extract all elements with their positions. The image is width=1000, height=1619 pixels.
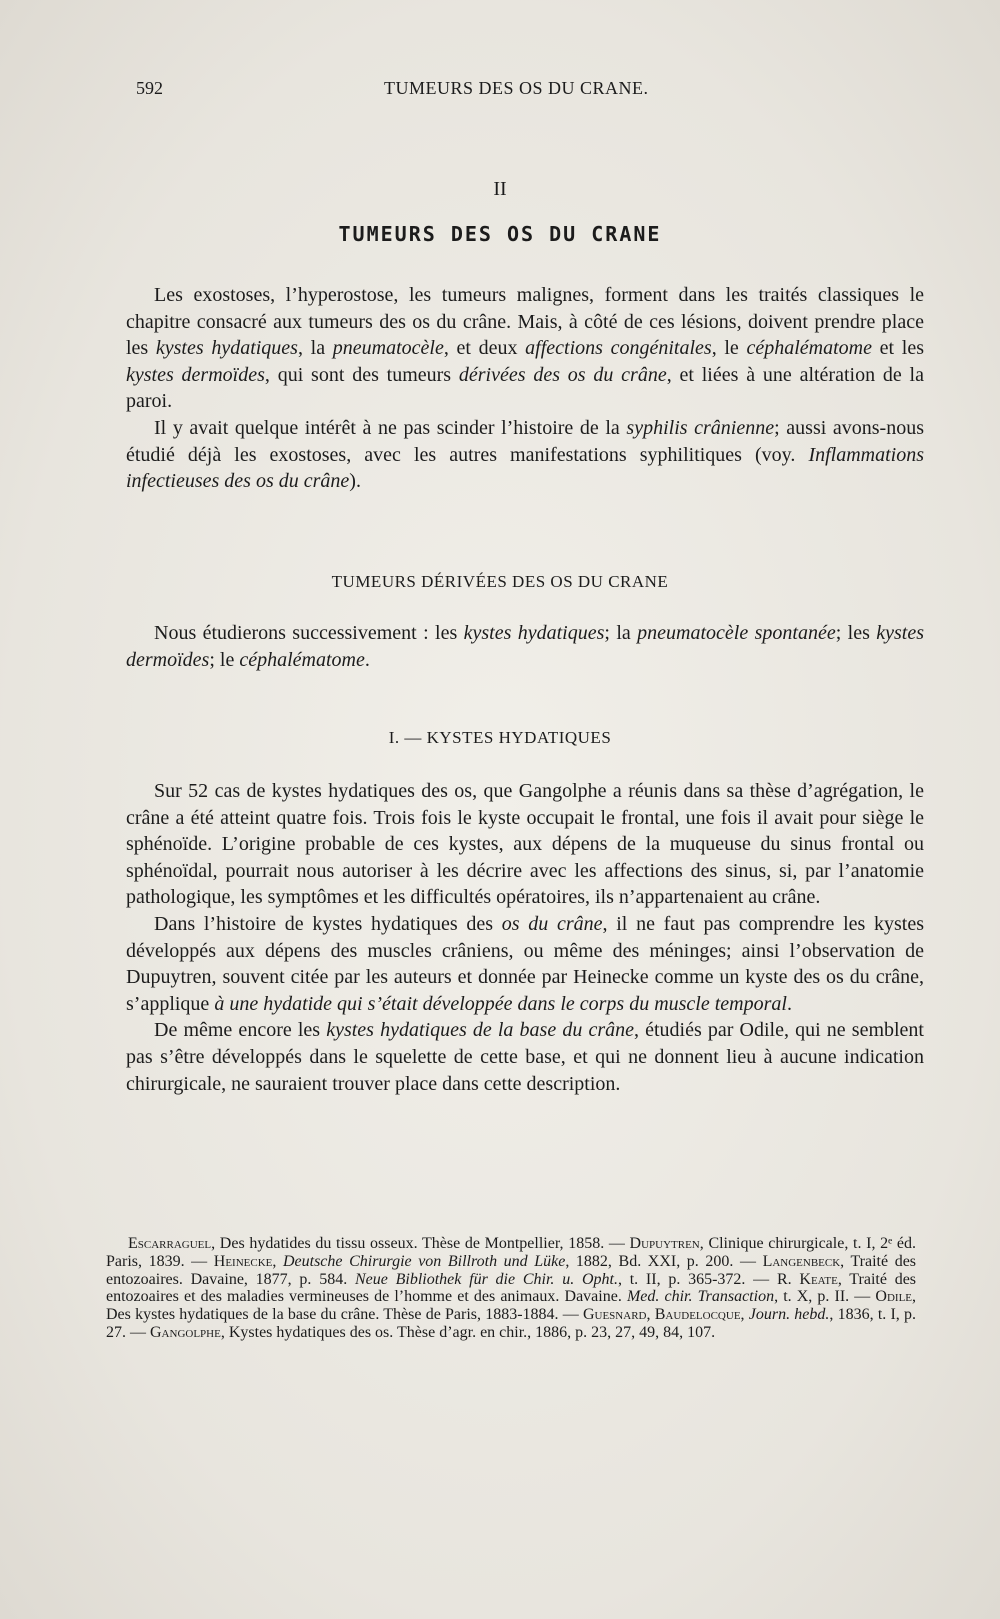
chapter-text	[126, 778, 924, 1097]
chapter-title: I. — KYSTES HYDATIQUES	[388, 728, 612, 747]
intro-paragraph-2: Il y avait quelque intérêt à ne pas scinder l’histoire de la syphilis crânienne; aussi avons-nous étudié déjà les exostoses, avec les autres manifestations syphilitiques (voy. Inflammations infectieuses des os du crâne).	[126, 416, 924, 493]
chapter-paragraph-3: De même encore les kystes hydatiques de la base du crâne, étudiés par Odile, qui ne semblent pas s’être développés dans le squelette de cette base, et qui ne donnent lieu à aucune indication chirurgicale, ne sauraient trouver place dans cette description.	[126, 1019, 924, 1095]
intro-text	[126, 282, 924, 495]
chapter-paragraph-1: Sur 52 cas de kystes hydatiques des os, que Gangolphe a réunis dans sa thèse d’agrégation, le crâne a été atteint quatre fois. Trois fois le kyste occupait le frontal, une fois il avait pour siège le sphénoïde. L’origine probable de ces kystes, aux dépens de la muqueuse du sinus frontal ou sphénoïdal, pourrait nous autoriser à les décrire avec les affections des sinus, si, par l’anatomie pathologique, les symptômes et les difficultés opératoires, ils n’appartenaient au crâne.	[126, 780, 924, 909]
section-number: II	[493, 178, 507, 200]
subsection-text	[126, 620, 924, 673]
page-number: 592	[136, 78, 163, 98]
bibliography-footnote	[106, 1235, 916, 1342]
intro-paragraph-1: Les exostoses, l’hyperostose, les tumeurs malignes, forment dans les traités classiques le chapitre consacré aux tumeurs des os du crâne. Mais, à côté de ces lésions, doivent prendre place les kystes hydatiques, la pneumatocèle, et deux affections congénitales, le céphalématome et les kystes dermoïdes, qui sont des tumeurs dérivées des os du crâne, et liées à une altération de la paroi.	[126, 284, 924, 413]
chapter-paragraph-2: Dans l’histoire de kystes hydatiques des os du crâne, il ne faut pas comprendre les kystes développés aux dépens des muscles crâniens, ou même des méninges; ainsi l’observation de Dupuytren, souvent citée par les auteurs et donnée par Heinecke comme un kyste des os du crâne, s’applique à une hydatide qui s’était développée dans le corps du muscle temporal.	[126, 912, 924, 1015]
subsection-title: TUMEURS DÉRIVÉES DES OS DU CRANE	[331, 572, 669, 591]
section-title: TUMEURS DES OS DU CRANE	[338, 222, 662, 246]
page-header	[136, 78, 926, 108]
subsection-paragraph: Nous étudierons successivement : les kystes hydatiques; la pneumatocèle spontanée; les kystes dermoïdes; le céphalématome.	[126, 622, 924, 671]
running-title: TUMEURS DES OS DU CRANE.	[384, 78, 649, 98]
footnote-paragraph: Escarraguel, Des hydatides du tissu osseux. Thèse de Montpellier, 1858. — Dupuytren, Clinique chirurgicale, t. I, 2ᵉ éd. Paris, 1839. — Heinecke, Deutsche Chirurgie von Billroth und Lüke, 1882, Bd. XXI, p. 200. — Langenbeck, Traité des entozoaires. Davaine, 1877, p. 584. Neue Bibliothek für die Chir. u. Opht., t. II, p. 365-372. — R. Keate, Traité des entozoaires et des maladies vermineuses de l’homme et des animaux. Davaine. Med. chir. Transaction, t. X, p. II. — Odile, Des kystes hydatiques de la base du crâne. Thèse de Paris, 1883-1884. — Guesnard, Baudelocque, Journ. hebd., 1836, t. I, p. 27. — Gangolphe, Kystes hydatiques des os. Thèse d’agr. en chir., 1886, p. 23, 27, 49, 84, 107.	[106, 1235, 917, 1341]
